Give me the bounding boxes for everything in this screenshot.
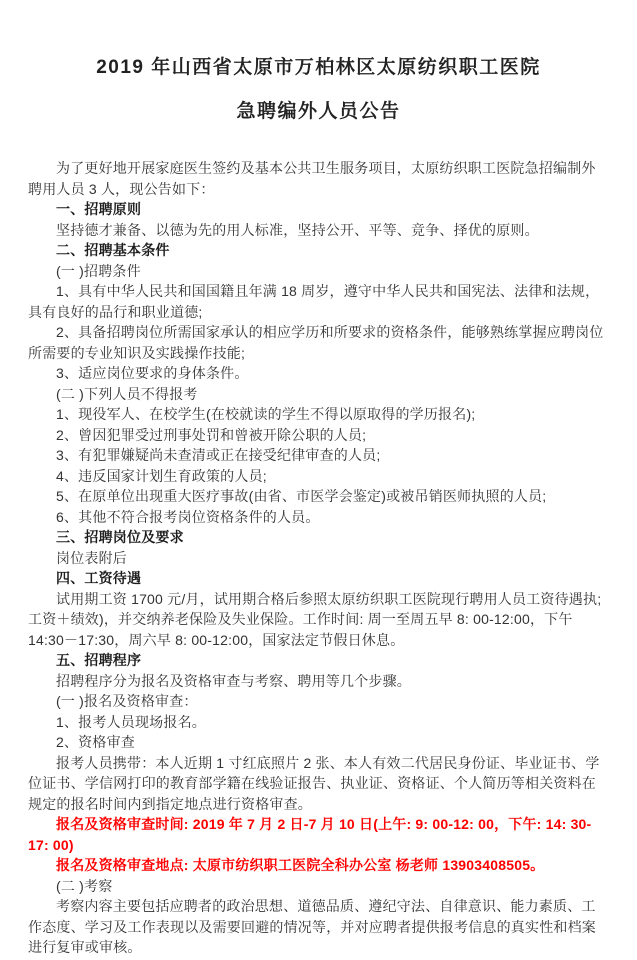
paragraph: 5、在原单位出现重大医疗事故(由省、市医学会鉴定)或被吊销医师执照的人员; — [56, 488, 547, 504]
document-body — [28, 158, 609, 958]
paragraph: 1、现役军人、在校学生(在校就读的学生不得以原取得的学历报名); — [56, 406, 476, 422]
paragraph: 2、具备招聘岗位所需国家承认的相应学历和所要求的资格条件，能够熟练掌握应聘岗位所需要的专业知识及实践操作技能; — [28, 324, 604, 361]
paragraph: (一 )招聘条件 — [56, 262, 141, 279]
section-heading: 四、工资待遇 — [56, 570, 142, 586]
paragraph: 6、其他不符合报考岗位资格条件的人员。 — [56, 508, 320, 525]
highlighted-paragraph: 报名及资格审查时间: 2019 年 7 月 2 日-7 月 10 日(上午: 9: 00-12: 00，下午: 14: 30-17: 00) — [28, 816, 592, 853]
paragraph: 招聘程序分为报名及资格审查与考察、聘用等几个步骤。 — [56, 672, 411, 689]
highlighted-paragraph: 报名及资格审查地点: 太原市纺织职工医院全科办公室 杨老师 13903408505。 — [56, 857, 545, 873]
paragraph: 2、曾因犯罪受过刑事处罚和曾被开除公职的人员; — [56, 426, 367, 443]
paragraph: 试用期工资 1700 元/月，试用期合格后参照太原纺织职工医院现行聘用人员工资待遇执;工资＋绩效)，并交纳养老保险及失业保险。工作时间: 周一至周五早 8: 00-12:00，下午 14:30－17:30，周六早 8: 00-12:00，国家法定节假日休息。 — [28, 590, 602, 648]
paragraph: (二 )下列人员不得报考 — [56, 385, 198, 402]
paragraph: 1、报考人员现场报名。 — [56, 713, 206, 730]
paragraph: 考察内容主要包括应聘者的政治思想、道德品质、遵纪守法、自律意识、能力素质、工作态度、学习及工作表现以及需要回避的情况等，并对应聘者提供报考信息的真实性和档案进行复审或审核。 — [28, 898, 596, 955]
title-line-2: 急聘编外人员公告 — [236, 101, 401, 122]
paragraph: 1、具有中华人民共和国国籍且年满 18 周岁，遵守中华人民共和国宪法、法律和法规，具有良好的品行和职业道德; — [28, 283, 600, 320]
paragraph: 3、适应岗位要求的身体条件。 — [56, 365, 249, 381]
paragraph: 坚持德才兼备、以德为先的用人标准，坚持公开、平等、竞争、择优的原则。 — [56, 221, 539, 238]
paragraph: 为了更好地开展家庭医生签约及基本公共卫生服务项目，太原纺织职工医院急招编制外聘用人员 3 人，现公告如下： — [28, 160, 596, 197]
section-heading: 二、招聘基本条件 — [56, 242, 170, 258]
paragraph: 岗位表附后 — [56, 549, 127, 566]
paragraph: (二 )考察 — [56, 877, 113, 894]
paragraph: 报考人员携带：本人近期 1 寸红底照片 2 张、本人有效二代居民身份证、毕业证书、学位证书、学信网打印的教育部学籍在线验证报告、执业证、资格证、个人简历等相关资料在规定的报名时间内到指定地点进行资格审查。 — [28, 754, 600, 812]
section-heading: 五、招聘程序 — [56, 652, 142, 668]
title-line-1: 2019 年山西省太原市万柏林区太原纺织职工医院 — [96, 57, 541, 78]
document-title — [28, 46, 609, 134]
section-heading: 三、招聘岗位及要求 — [56, 529, 184, 545]
paragraph: 3、有犯罪嫌疑尚未查清或正在接受纪律审查的人员; — [56, 447, 381, 463]
paragraph: 4、违反国家计划生育政策的人员; — [56, 467, 267, 484]
section-heading: 一、招聘原则 — [56, 201, 142, 217]
paragraph: 2、资格审查 — [56, 734, 135, 750]
paragraph: (一 )报名及资格审查： — [56, 693, 198, 709]
